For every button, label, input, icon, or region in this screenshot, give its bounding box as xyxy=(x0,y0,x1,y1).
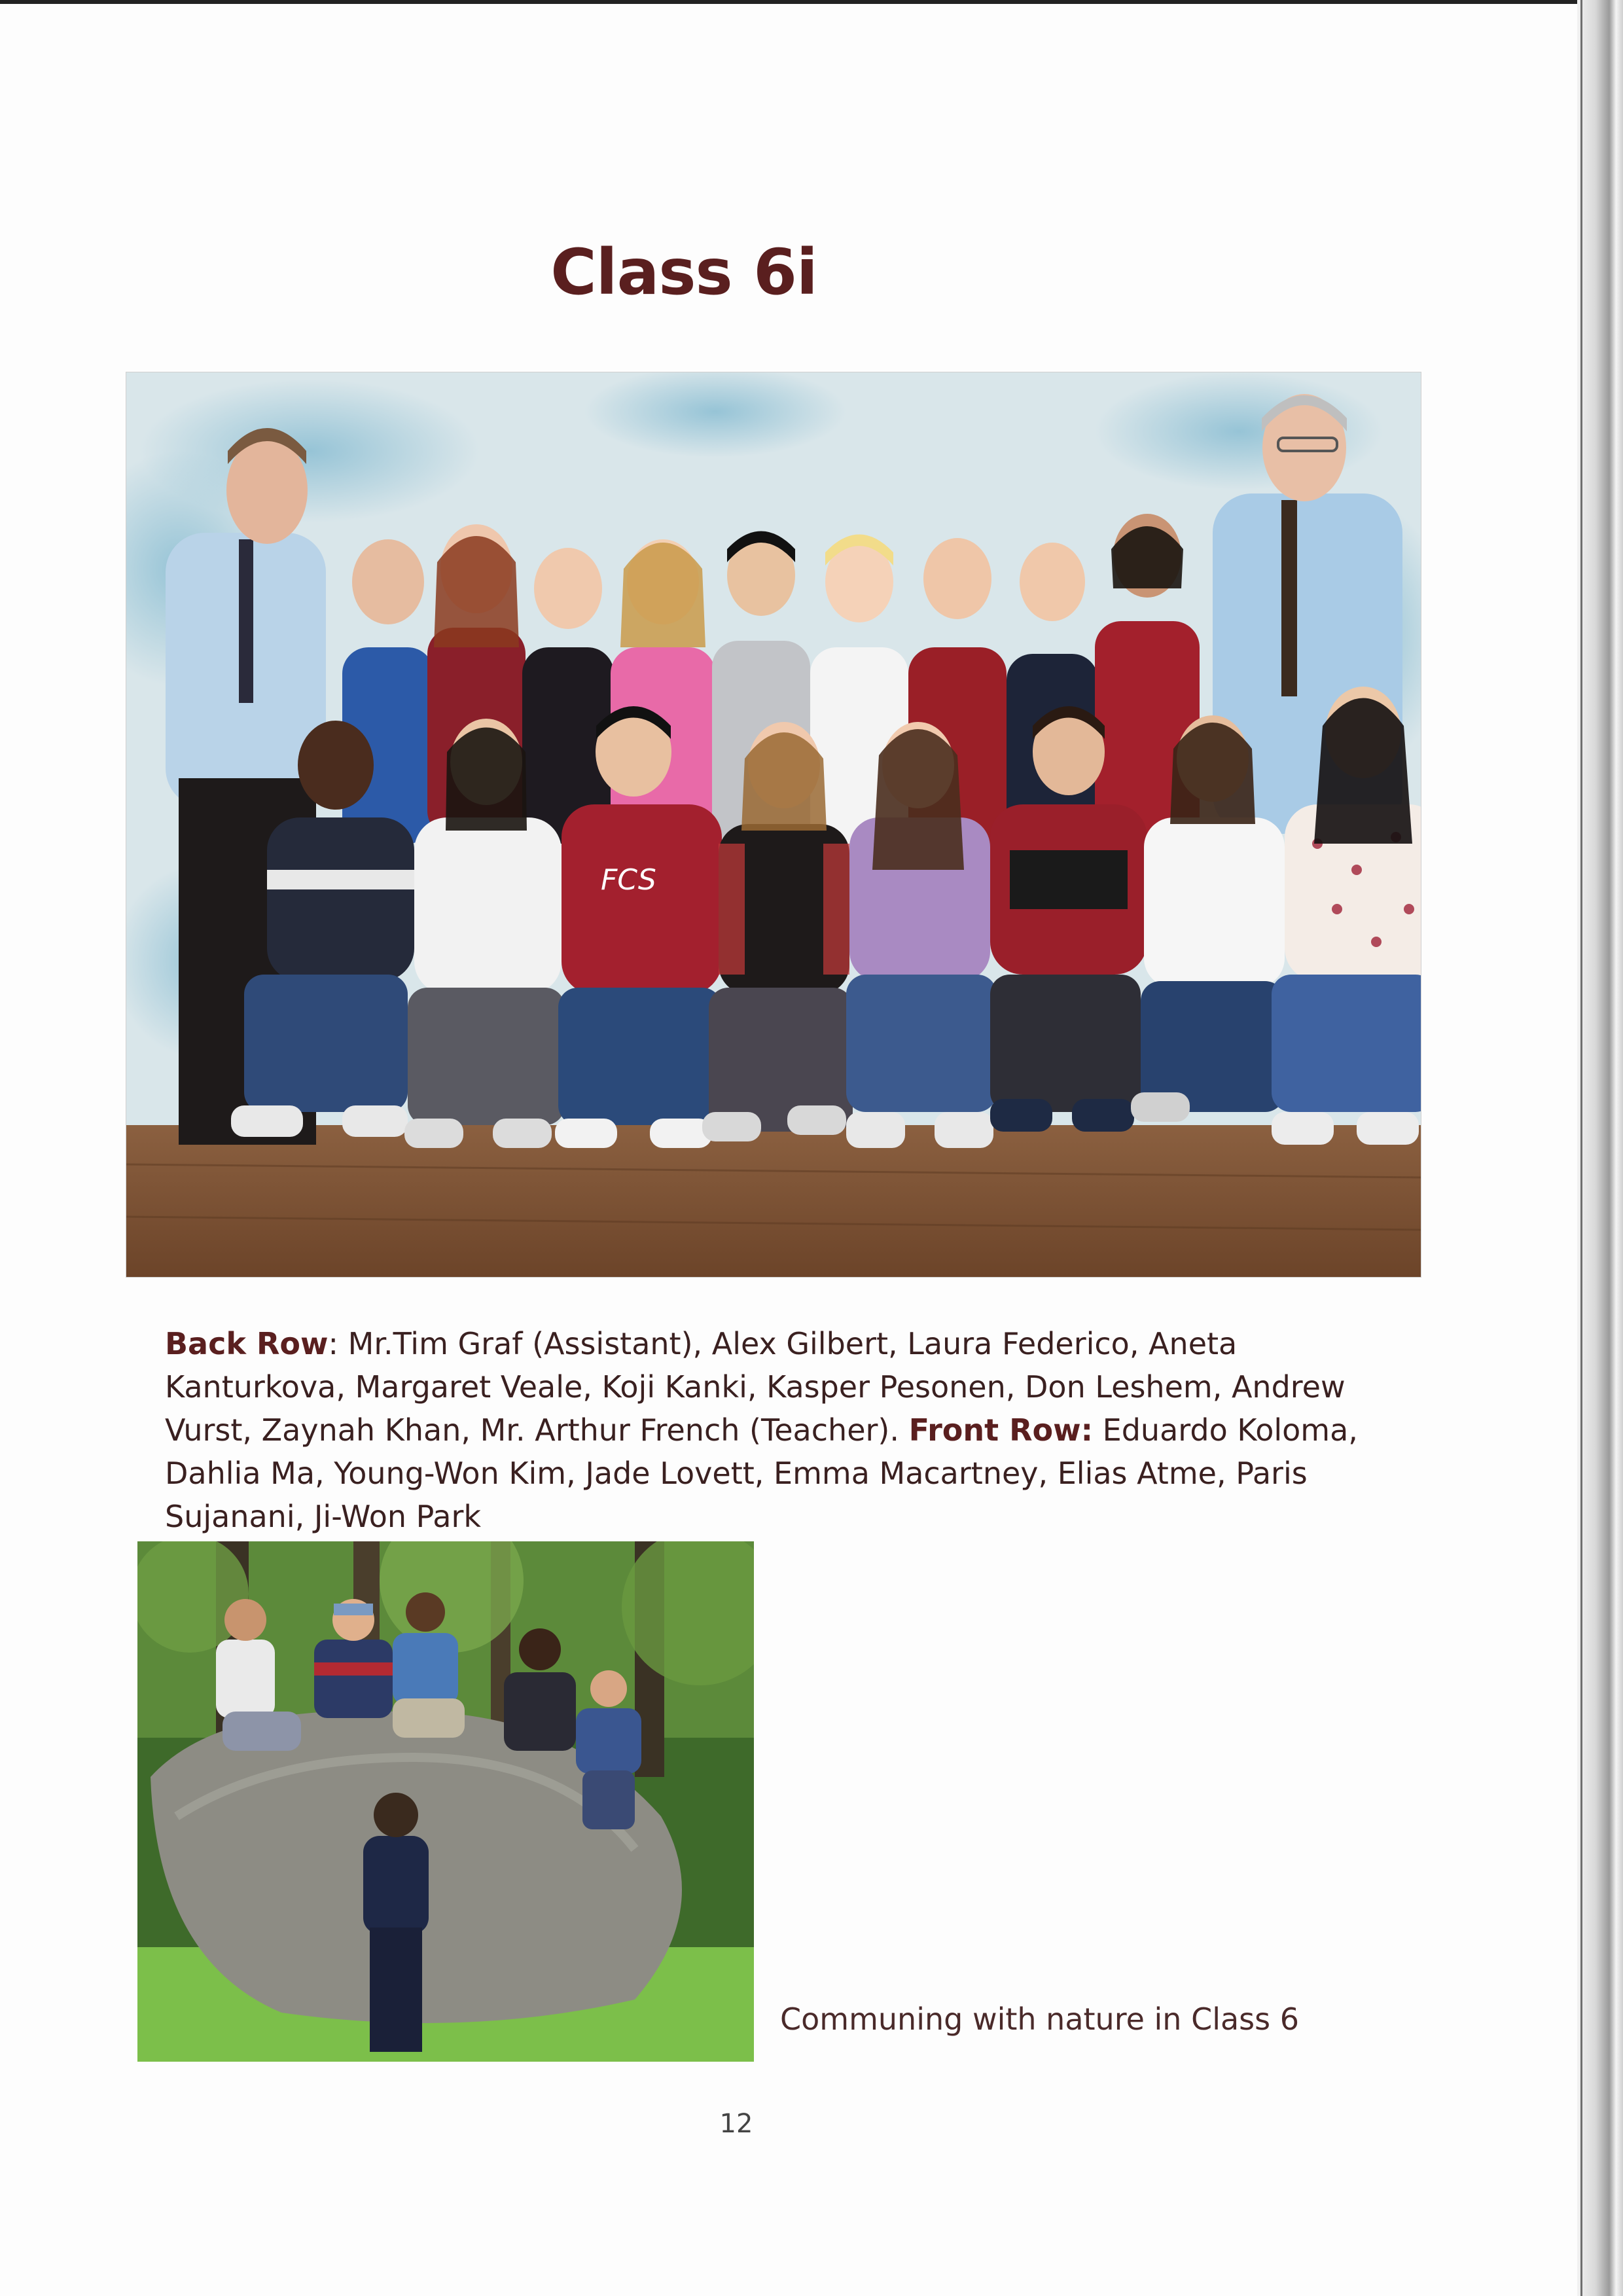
class-photo-illustration xyxy=(126,372,1421,1277)
page-title: Class 6i xyxy=(550,236,817,309)
nature-photo-illustration xyxy=(137,1541,754,2062)
scan-top-edge xyxy=(0,0,1623,4)
shirt-print-text: FCS xyxy=(601,863,656,897)
book-spine-line xyxy=(1580,0,1582,2296)
back-row-label: Back Row xyxy=(165,1326,329,1361)
photo-floor xyxy=(126,1125,1421,1277)
front-row-label: Front Row: xyxy=(908,1412,1094,1448)
book-spine-shadow xyxy=(1577,0,1623,2296)
front-row-names: Eduardo Koloma, Dahlia Ma, Young-Won Kim, Jade Lovett, Emma Macartney, Elias Atme, Paris Sujanani, Ji-Won Park xyxy=(165,1412,1358,1534)
nature-photo xyxy=(137,1541,754,2062)
class-group-photo xyxy=(126,372,1421,1278)
page-number: 12 xyxy=(719,2109,753,2139)
nature-photo-caption: Communing with nature in Class 6 xyxy=(780,2001,1299,2037)
back-row-names: Mr.Tim Graf (Assistant), Alex Gilbert, Laura Federico, Aneta Kanturkova, Margaret Veale, Koji Kanki, Kasper Pesonen, Don Leshem, Andrew Vurst, Zaynah Khan, Mr. Arthur French (Teacher). xyxy=(165,1326,1346,1448)
class-photo-caption: Back Row: Mr.Tim Graf (Assistant), Alex Gilbert, Laura Federico, Aneta Kanturkova, Margaret Veale, Koji Kanki, Kasper Pesonen, Don Leshem, Andrew Vurst, Zaynah Khan, Mr. Arthur French (Teacher). Front Row: Eduardo Koloma, Dahlia Ma, Young-Won Kim, Jade Lovett, Emma Macartney, Elias Atme, Paris Sujanani, Ji-Won Park xyxy=(165,1326,1358,1534)
